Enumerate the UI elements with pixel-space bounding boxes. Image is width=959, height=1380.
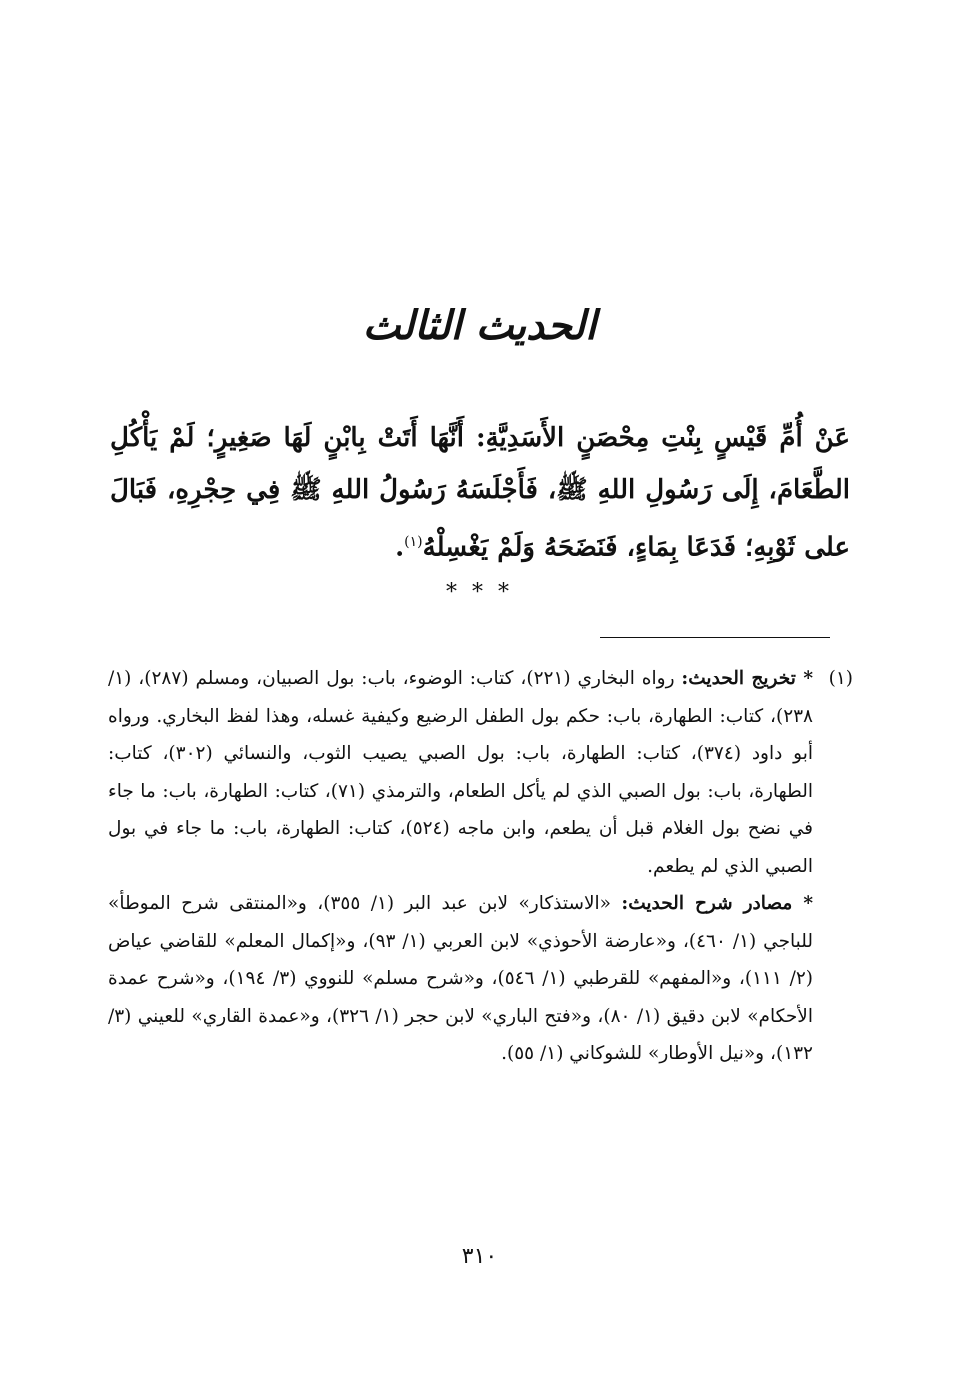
section-separator: * * * — [446, 580, 513, 605]
footnote-number: (١) — [828, 668, 853, 689]
footnote-body — [108, 660, 813, 1073]
hadith-text-block — [110, 412, 850, 574]
takhrij-paragraph — [108, 660, 813, 885]
chapter-title: الحديث الثالث — [362, 302, 597, 349]
hadith-end-mark: . — [395, 532, 405, 563]
sources-label: * مصادر شرح الحديث: — [621, 893, 813, 914]
sources-paragraph — [108, 885, 813, 1073]
hadith-text: عَنْ أُمِّ قَيْسٍ بِنْتِ مِحْصَنٍ الأَسَدِيَّةِ: أَنَّهَا أَتَتْ بِابْنٍ لَهَا صَغِيرٍ؛ لَمْ يَأْكُلِ الطَّعَامَ، إِلَى رَسُولِ اللهِ ﷺ، فَأَجْلَسَهُ رَسُولُ اللهِ ﷺ فِي حِجْرِهِ، فَبَالَ على ثَوْبِهِ؛ فَدَعَا بِمَاءٍ، فَنَضَحَهُ وَلَمْ يَغْسِلْهُ — [110, 423, 850, 563]
footnote-reference[interactable]: (١) — [404, 534, 423, 550]
footnote-divider — [600, 637, 830, 638]
takhrij-label: * تخريج الحديث: — [681, 668, 814, 689]
sources-text: «الاستذكار» لابن عبد البر (١/ ٣٥٥)، و«المنتقى شرح الموطأ» للباجي (١/ ٤٦٠)، و«عارضة الأحوذي» لابن العربي (١/ ٩٣)، و«إكمال المعلم» للقاضي عياض (٢/ ١١١)، و«المفهم» للقرطبي (١/ ٥٤٦)، و«شرح مسلم» للنووي (٣/ ١٩٤)، و«شرح عمدة الأحكام» لابن دقيق (١/ ٨٠)، و«فتح الباري» لابن حجر (١/ ٣٢٦)، و«عمدة القاري» للعيني (٣/ ١٣٢)، و«نيل الأوطار» للشوكاني (١/ ٥٥). — [108, 893, 814, 1064]
page-number: ٣١٠ — [461, 1244, 498, 1269]
footnotes-section — [108, 660, 853, 1073]
takhrij-text: رواه البخاري (٢٢١)، كتاب: الوضوء، باب: بول الصبيان، ومسلم (٢٨٧)، (١/ ٢٣٨)، كتاب: الطهارة، باب: حكم بول الطفل الرضيع وكيفية غسله، وهذا لفظ البخاري. ورواه أبو داود (٣٧٤)، كتاب: الطهارة، باب: بول الصبي يصيب الثوب، والنسائي (٣٠٢)، كتاب: الطهارة، باب: بول الصبي الذي لم يأكل الطعام، والترمذي (٧١)، كتاب: الطهارة، باب: ما جاء في نضح بول الغلام قبل أن يطعم، وابن ماجه (٥٢٤)، كتاب: الطهارة، باب: ما جاء في بول الصبي الذي لم يطعم. — [108, 668, 814, 877]
footnote-item — [108, 660, 853, 1073]
